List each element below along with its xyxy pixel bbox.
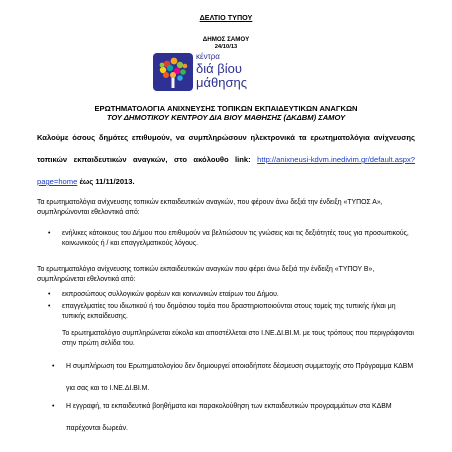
kdvm-logo [153,53,303,99]
subject-line-2: ΤΟΥ ΔΗΜΟΤΙΚΟΥ ΚΕΝΤΡΟΥ ΔΙΑ ΒΙΟΥ ΜΑΘΗΣΗΣ (ΔΚΔΒΜ) ΣΑΜΟΥ [106,113,346,122]
type-a-paragraph: Τα ερωτηματολόγια ανίχνευσης τοπικών εκπαιδευτικών αναγκών, που φέρουν άνω δεξιά την ένδειξη «ΤΥΠΟΣ Α», συμπληρώνονται εθελοντικά από: [37,199,383,216]
type-b-bullet-2 [48,302,415,322]
howto-paragraph: Το ερωτηματολόγιο συμπληρώνεται εύκολα και αποστέλλεται στο Ι.ΝΕ.ΔΙ.ΒΙ.Μ. με τους τρόπους που περιγράφονται στην πρώτη σελίδα του. [62,330,414,347]
logo-wordmark [196,53,247,89]
intro-text: Καλούμε όσους δημότες επιθυμούν, να συμπληρώσουν ηλεκτρονικά τα ερωτηματολόγια ανίχνευσης τοπικών εκπαιδευτικών αναγκών, στο ακόλουθο link: [37,133,415,164]
type-a-bullet-text: ενήλικες κάτοικους του Δήμου που επιθυμούν να βελτιώσουν τις γνώσεις και τις δεξιότητές τους για προσωπικούς, κοινωνικούς ή / και επαγγελματικούς λόγους. [62,230,409,247]
note-1 [52,356,415,400]
logo-line-2: διά βίου [196,61,242,76]
document-type-heading: ΔΕΛΤΙΟ ΤΥΠΟΥ [199,13,253,22]
deadline-text: έως 11/11/2013. [77,177,135,186]
bullet-icon: • [48,291,51,298]
logo-line-3: μάθησης [196,75,247,90]
document-date: 24/10/13 [214,44,238,50]
bullet-icon: • [52,403,55,410]
intro-paragraph [37,127,415,193]
type-b-bullet-2-text: επαγγελματίες του ιδιωτικού ή του δημόσιου τομέα που δραστηριοποιούνται στους τομείς της τυπικής ή/και μη τυπικής εκπαίδευσης. [62,303,396,320]
logo-line-1: κέντρα [196,52,220,61]
tree-logo-icon [153,53,193,91]
note-1-text: Η συμπλήρωση του Ερωτηματολογίου δεν δημιουργεί οποιαδήποτε δέσμευση συμμετοχής στο Πρόγραμμα ΚΔΒΜ για σας και το Ι.ΝΕ.ΔΙ.ΒΙ.Μ. [66,363,414,392]
questionnaire-link[interactable]: http://anixneusi-kdvm.inedivim.gr/default.aspx?page=home [37,155,415,186]
type-b-bullet-1 [48,290,415,300]
note-2 [52,396,415,440]
bullet-icon: • [48,303,51,310]
type-b-bullet-1-text: εκπροσώπους συλλογικών φορέων και κοινωνικών εταίρων του Δήμου. [62,291,279,298]
type-b-paragraph: Το ερωτηματολόγιο ανίχνευσης τοπικών εκπαιδευτικών αναγκών που φέρει άνω δεξιά την ένδειξη «ΤΥΠΟΥ Β», συμπληρώνεται εθελοντικά από: [37,266,375,283]
note-2-text: Η εγγραφή, τα εκπαιδευτικά βοηθήματα και παρακολούθηση των εκπαιδευτικών προγραμμάτων στα ΚΔΒΜ παρέχονται δωρεάν. [66,403,392,432]
subject-line-1: ΕΡΩΤΗΜΑΤΟΛΟΓΙΑ ΑΝΙΧΝΕΥΣΗΣ ΤΟΠΙΚΩΝ ΕΚΠΑΙΔΕΥΤΙΚΩΝ ΑΝΑΓΚΩΝ [94,104,358,113]
type-a-bullet [48,229,415,249]
municipality-name: ΔΗΜΟΣ ΣΑΜΟΥ [202,36,250,43]
bullet-icon: • [52,363,55,370]
bullet-icon: • [48,230,51,237]
